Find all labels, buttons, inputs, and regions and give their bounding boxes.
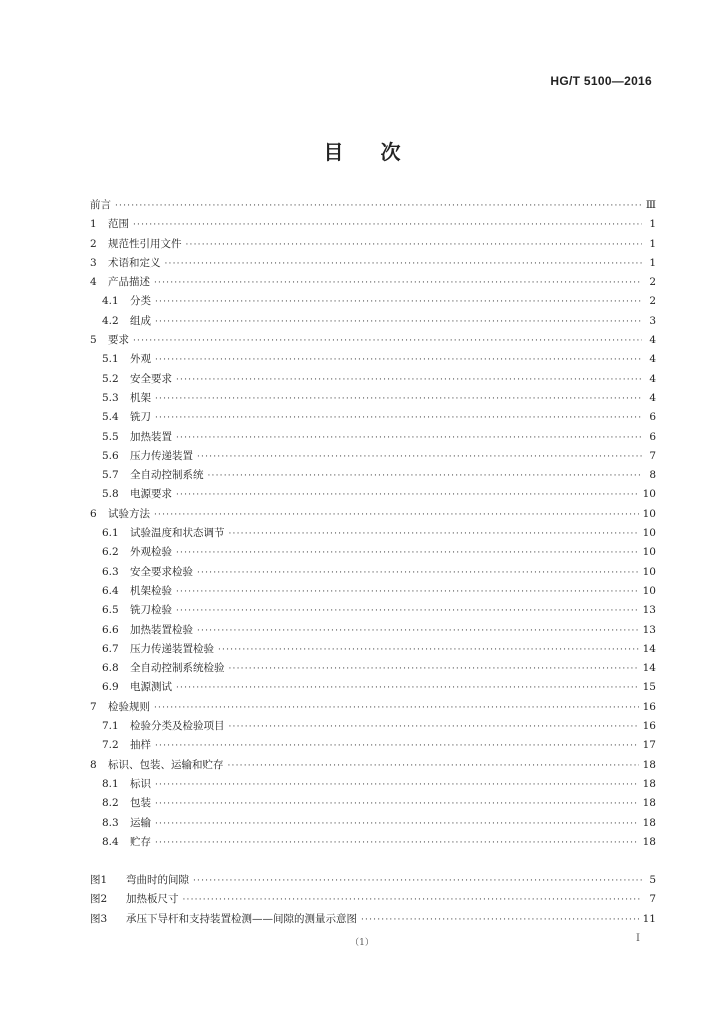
toc-entry-page: 1 bbox=[649, 218, 656, 231]
toc-entry-label: 试验方法 bbox=[108, 507, 150, 520]
toc-entry-label: 全自动控制系统检验 bbox=[130, 662, 225, 675]
toc-entry[interactable] bbox=[90, 814, 656, 833]
toc-entry[interactable] bbox=[90, 292, 656, 311]
toc-leader-dots bbox=[183, 891, 643, 910]
toc-entry-number: 8.4 bbox=[102, 835, 119, 848]
toc-entry-number: 4 bbox=[90, 276, 97, 289]
toc-entry[interactable] bbox=[90, 621, 656, 640]
toc-entry-label: 分类 bbox=[130, 295, 151, 308]
toc-entry[interactable] bbox=[90, 890, 656, 909]
toc-entry-page: 2 bbox=[649, 295, 656, 308]
page-title: 目 次 bbox=[323, 140, 401, 164]
toc-entry[interactable] bbox=[90, 466, 656, 485]
toc-entry-page: 10 bbox=[642, 507, 656, 520]
toc-entry-label: 运输 bbox=[130, 816, 151, 829]
toc-entry-label: 安全要求 bbox=[130, 372, 172, 385]
toc-entry[interactable] bbox=[90, 563, 656, 582]
toc-entry-number: 6.2 bbox=[102, 546, 119, 559]
toc-leader-dots bbox=[155, 795, 639, 814]
toc-entry-label: 加热装置检验 bbox=[130, 623, 193, 636]
toc-leader-dots bbox=[155, 390, 642, 409]
toc-entry[interactable] bbox=[90, 678, 656, 697]
toc-entry-page: 4 bbox=[649, 353, 656, 366]
toc-leader-dots bbox=[115, 197, 642, 216]
toc-entry-label: 安全要求检验 bbox=[130, 565, 193, 578]
table-of-contents bbox=[90, 196, 656, 925]
toc-leader-dots bbox=[155, 737, 639, 756]
toc-leader-dots bbox=[197, 564, 639, 583]
toc-leader-dots bbox=[155, 293, 642, 312]
toc-leader-dots bbox=[155, 351, 642, 370]
toc-leader-dots bbox=[197, 448, 642, 467]
toc-entry-page: 2 bbox=[649, 276, 656, 289]
toc-entry-label: 试验温度和状态调节 bbox=[130, 527, 225, 540]
toc-entry[interactable] bbox=[90, 254, 656, 273]
toc-leader-dots bbox=[176, 679, 639, 698]
toc-entry[interactable] bbox=[90, 794, 656, 813]
toc-entry-number: 5.2 bbox=[102, 372, 119, 385]
toc-leader-dots bbox=[155, 776, 639, 795]
toc-entry[interactable] bbox=[90, 312, 656, 331]
toc-entry-page: 6 bbox=[649, 411, 656, 424]
toc-figure-list bbox=[90, 871, 656, 929]
toc-entry-page: 4 bbox=[649, 334, 656, 347]
toc-entry-page: 10 bbox=[642, 527, 656, 540]
toc-entry-label: 铣刀 bbox=[130, 411, 151, 424]
toc-entry-number: 5 bbox=[90, 334, 97, 347]
toc-entry-page: 5 bbox=[649, 874, 656, 886]
toc-entry-page: 10 bbox=[642, 565, 656, 578]
toc-entry-label: 包装 bbox=[130, 797, 151, 810]
toc-entry-number: 7 bbox=[90, 700, 97, 713]
toc-entry[interactable] bbox=[90, 196, 656, 215]
toc-entry-number: 7.2 bbox=[102, 739, 119, 752]
toc-leader-dots bbox=[154, 699, 639, 718]
toc-entry[interactable] bbox=[90, 582, 656, 601]
toc-entry-page: 17 bbox=[642, 739, 656, 752]
toc-entry-page: 16 bbox=[642, 700, 656, 713]
toc-entry-page: 7 bbox=[649, 449, 656, 462]
toc-entry-page: 6 bbox=[649, 430, 656, 443]
toc-leader-dots bbox=[155, 834, 639, 853]
standard-code: HG/T 5100—2016 bbox=[550, 74, 652, 88]
toc-leader-dots bbox=[229, 525, 639, 544]
toc-entry[interactable] bbox=[90, 775, 656, 794]
toc-entry-number: 6.9 bbox=[102, 681, 119, 694]
toc-entry[interactable] bbox=[90, 235, 656, 254]
toc-entry-number: 5.1 bbox=[102, 353, 119, 366]
toc-leader-dots bbox=[197, 622, 639, 641]
toc-entry-label: 标识、包装、运输和贮存 bbox=[108, 758, 224, 771]
toc-entry-number: 图3 bbox=[90, 912, 108, 925]
toc-entry-label: 抽样 bbox=[130, 739, 151, 752]
toc-entry-label: 检验分类及检验项目 bbox=[130, 720, 225, 733]
toc-entry-page: 18 bbox=[642, 835, 656, 848]
toc-entry-label: 检验规则 bbox=[108, 700, 150, 713]
toc-entry-page: 7 bbox=[649, 893, 656, 906]
footer-page-marker: Ⅰ bbox=[636, 933, 640, 944]
toc-entry-number: 6.4 bbox=[102, 584, 119, 597]
toc-entry-number: 4.2 bbox=[102, 314, 119, 327]
toc-entry-label: 外观检验 bbox=[130, 546, 172, 559]
toc-leader-dots bbox=[176, 429, 642, 448]
toc-entry[interactable] bbox=[90, 331, 656, 350]
toc-entry-label: 全自动控制系统 bbox=[130, 469, 204, 482]
toc-entry-page: 1 bbox=[649, 237, 656, 250]
toc-entry[interactable] bbox=[90, 871, 656, 890]
toc-entry-number: 6.7 bbox=[102, 642, 119, 655]
toc-leader-dots bbox=[155, 409, 642, 428]
toc-entry-number: 7.1 bbox=[102, 720, 119, 733]
toc-entry[interactable] bbox=[90, 485, 656, 504]
toc-entry-label: 外观 bbox=[130, 353, 151, 366]
toc-entry[interactable] bbox=[90, 698, 656, 717]
toc-entry[interactable] bbox=[90, 428, 656, 447]
toc-entry[interactable] bbox=[90, 215, 656, 234]
toc-entry-number: 6 bbox=[90, 507, 97, 520]
toc-entry-number: 8 bbox=[90, 758, 97, 771]
toc-leader-dots bbox=[155, 815, 639, 834]
toc-entry-page: 18 bbox=[642, 758, 656, 771]
toc-entry-number: 5.4 bbox=[102, 411, 119, 424]
toc-entry[interactable] bbox=[90, 505, 656, 524]
toc-entry-number: 6.1 bbox=[102, 527, 119, 540]
toc-entry-label: 弯曲时的间隙 bbox=[126, 874, 189, 886]
toc-entry[interactable] bbox=[90, 756, 656, 775]
toc-entry-number: 6.8 bbox=[102, 662, 119, 675]
toc-entry-label: 电源测试 bbox=[130, 681, 172, 694]
toc-entry-page: 14 bbox=[642, 642, 656, 655]
toc-entry-page: 18 bbox=[642, 777, 656, 790]
toc-leader-dots bbox=[176, 583, 639, 602]
toc-entry-label: 规范性引用文件 bbox=[108, 237, 182, 250]
toc-entry-label: 术语和定义 bbox=[108, 256, 161, 269]
toc-entry-page: 8 bbox=[649, 469, 656, 482]
toc-entry-page: 13 bbox=[642, 604, 656, 617]
toc-entry-label: 加热板尺寸 bbox=[126, 893, 179, 906]
toc-leader-dots bbox=[165, 255, 643, 274]
toc-entry-label: 铣刀检验 bbox=[130, 604, 172, 617]
toc-entry-number: 6.3 bbox=[102, 565, 119, 578]
toc-entry[interactable] bbox=[90, 370, 656, 389]
toc-leader-dots bbox=[186, 236, 643, 255]
toc-entry[interactable] bbox=[90, 543, 656, 562]
toc-leader-dots bbox=[208, 467, 643, 486]
toc-entry-page: 16 bbox=[642, 720, 656, 733]
toc-leader-dots bbox=[133, 216, 642, 235]
toc-entry-number: 8.1 bbox=[102, 777, 119, 790]
toc-leader-dots bbox=[176, 486, 639, 505]
toc-entry-number: 6.5 bbox=[102, 604, 119, 617]
toc-entry[interactable] bbox=[90, 273, 656, 292]
toc-entry-number: 2 bbox=[90, 237, 97, 250]
toc-entry-page: 14 bbox=[642, 662, 656, 675]
toc-entry-label: 标识 bbox=[130, 777, 151, 790]
toc-entry[interactable] bbox=[90, 717, 656, 736]
toc-entry[interactable] bbox=[90, 447, 656, 466]
toc-leader-dots bbox=[229, 718, 639, 737]
toc-entry[interactable] bbox=[90, 910, 656, 929]
toc-entry[interactable] bbox=[90, 408, 656, 427]
toc-entry[interactable] bbox=[90, 833, 656, 852]
toc-section-list bbox=[90, 196, 656, 852]
toc-entry-label: 机架检验 bbox=[130, 584, 172, 597]
toc-entry-number: 8.2 bbox=[102, 797, 119, 810]
toc-entry[interactable] bbox=[90, 659, 656, 678]
toc-entry-number: 5.7 bbox=[102, 469, 119, 482]
toc-leader-dots bbox=[154, 506, 639, 525]
toc-entry-page: Ⅲ bbox=[645, 199, 656, 211]
toc-entry-number: 5.3 bbox=[102, 391, 119, 404]
toc-entry-page: 10 bbox=[642, 488, 656, 501]
toc-entry-page: 1 bbox=[649, 256, 656, 269]
toc-entry-number: 5.5 bbox=[102, 430, 119, 443]
toc-entry-label: 贮存 bbox=[130, 835, 151, 848]
toc-entry-number: 图1 bbox=[90, 874, 108, 886]
toc-entry-label: 加热装置 bbox=[130, 430, 172, 443]
toc-entry[interactable] bbox=[90, 389, 656, 408]
toc-entry-page: 18 bbox=[642, 816, 656, 829]
toc-entry-label: 压力传递装置 bbox=[130, 449, 193, 462]
footer-page-center: （1） bbox=[350, 938, 374, 948]
toc-entry-label: 电源要求 bbox=[130, 488, 172, 501]
toc-entry[interactable] bbox=[90, 601, 656, 620]
toc-entry-label: 前言 bbox=[90, 199, 111, 211]
toc-entry-page: 11 bbox=[642, 912, 656, 925]
toc-entry-page: 10 bbox=[642, 584, 656, 597]
toc-entry[interactable] bbox=[90, 640, 656, 659]
toc-entry-number: 图2 bbox=[90, 893, 108, 906]
toc-entry-number: 5.6 bbox=[102, 449, 119, 462]
toc-entry-page: 4 bbox=[649, 372, 656, 385]
toc-leader-dots bbox=[361, 911, 639, 930]
toc-entry-number: 5.8 bbox=[102, 488, 119, 501]
toc-entry-page: 3 bbox=[649, 314, 656, 327]
toc-entry-page: 4 bbox=[649, 391, 656, 404]
toc-entry-number: 4.1 bbox=[102, 295, 119, 308]
toc-leader-dots bbox=[218, 641, 639, 660]
toc-leader-dots bbox=[229, 660, 639, 679]
toc-entry-label: 压力传递装置检验 bbox=[130, 642, 214, 655]
toc-entry[interactable] bbox=[90, 736, 656, 755]
toc-entry[interactable] bbox=[90, 524, 656, 543]
toc-leader-dots bbox=[176, 371, 642, 390]
toc-entry-page: 13 bbox=[642, 623, 656, 636]
toc-leader-dots bbox=[176, 602, 639, 621]
toc-entry-page: 18 bbox=[642, 797, 656, 810]
toc-entry[interactable] bbox=[90, 350, 656, 369]
toc-leader-dots bbox=[154, 274, 642, 293]
toc-entry-label: 组成 bbox=[130, 314, 151, 327]
toc-entry-label: 范围 bbox=[108, 218, 129, 231]
toc-entry-label: 要求 bbox=[108, 334, 129, 347]
toc-entry-label: 机架 bbox=[130, 391, 151, 404]
toc-leader-dots bbox=[193, 872, 642, 891]
toc-leader-dots bbox=[155, 313, 642, 332]
toc-entry-page: 15 bbox=[642, 681, 656, 694]
toc-entry-number: 8.3 bbox=[102, 816, 119, 829]
toc-entry-page: 10 bbox=[642, 546, 656, 559]
toc-leader-dots bbox=[228, 757, 639, 776]
toc-leader-dots bbox=[176, 544, 639, 563]
toc-leader-dots bbox=[133, 332, 642, 351]
toc-entry-number: 1 bbox=[90, 218, 97, 231]
toc-entry-number: 6.6 bbox=[102, 623, 119, 636]
toc-entry-number: 3 bbox=[90, 256, 97, 269]
toc-entry-label: 承压下导杆和支持装置检测——间隙的测量示意图 bbox=[126, 912, 357, 925]
toc-entry-label: 产品描述 bbox=[108, 276, 150, 289]
